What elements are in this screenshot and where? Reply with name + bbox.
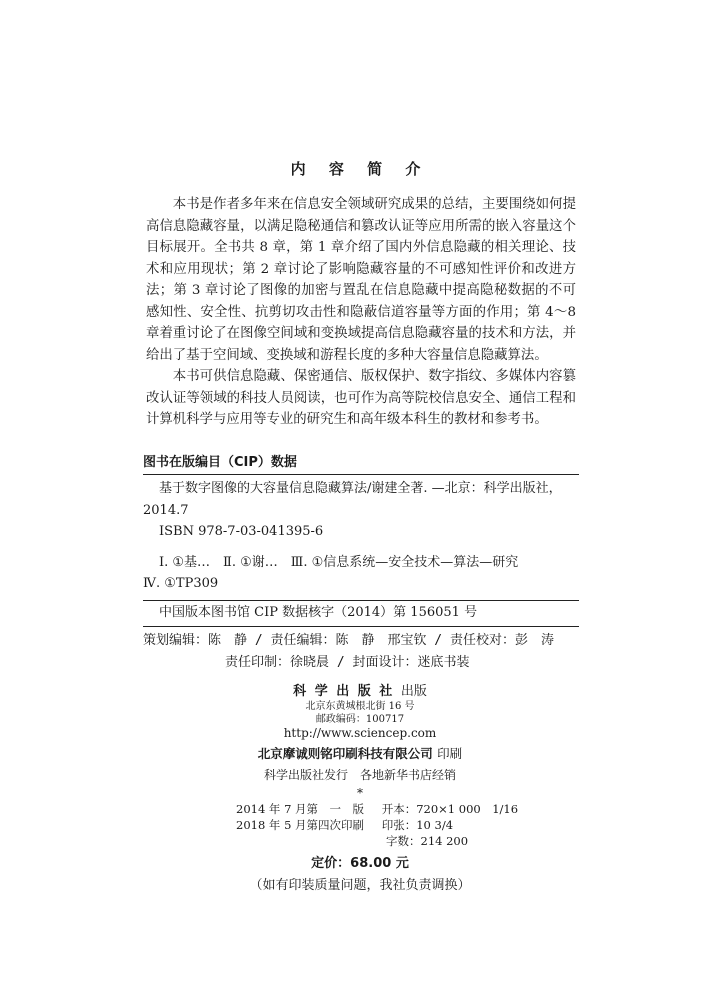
printer-suffix: 印刷 — [437, 746, 463, 761]
reprint: 2018 年 5 月第四次印刷 — [236, 818, 365, 832]
cip-divider — [143, 600, 579, 601]
page-title: 内 容 简 介 — [290, 160, 430, 178]
cip-data — [143, 478, 583, 595]
cip-entry-line-2: 2014.7 — [143, 502, 189, 518]
cip-record-block — [143, 602, 583, 624]
cip-record: 中国版本图书馆 CIP 数据核字（2014）第 156051 号 — [159, 605, 478, 620]
cip-header: 图书在版编目（CIP）数据 — [143, 451, 579, 475]
separator-star: * — [357, 786, 363, 800]
quality-notice: （如有印装质量问题，我社负责调换） — [249, 878, 471, 893]
edition-row-1 — [236, 801, 518, 817]
edition-info — [236, 801, 518, 849]
word-count: 字数：214 200 — [386, 834, 469, 848]
publisher-address: 北京东黄城根北街 16 号 — [305, 701, 415, 712]
printer — [0, 744, 720, 762]
cip-classification-line-2: Ⅳ. ①TP309 — [143, 576, 219, 591]
first-edition: 2014 年 7 月第 一 版 — [236, 802, 365, 816]
publisher-name — [0, 680, 720, 699]
cip-bottom-divider — [143, 626, 579, 627]
credits-line-1: 策划编辑：陈 静 / 责任编辑：陈 静 邢宝钦 / 责任校对：彭 涛 — [143, 633, 554, 648]
abstract-paragraph-1: 本书是作者多年来在信息安全领域研究成果的总结，主要围绕如何提高信息隐藏容量，以满足隐秘通信和篡改认证等应用所需的嵌入容量这个目标展开。全书共 8 章，第 1 章介绍了国内外信息隐藏的相关理论、技术和应用现状；第 2 章讨论了影响隐藏容量的不可感知性评价和改进方法；第 3 章讨论了图像的加密与置乱在信息隐藏中提高隐秘数据的不可感知性、安全性、抗剪切攻击性和隐蔽信道容量等方面的作用；第 4～8 章着重讨论了在图像空间域和变换域提高信息隐藏容量的技术和方法，并给出了基于空间域、变换域和游程长度的多种大容量信息隐藏算法。 — [146, 197, 576, 363]
publisher-name-text: 科 学 出 版 社 — [293, 684, 395, 699]
price: 定价：68.00 元 — [311, 856, 409, 871]
book-format: 开本：720×1 000 1/16 — [381, 802, 519, 816]
publisher-url: http://www.sciencep.com — [283, 726, 437, 740]
editorial-credits — [143, 630, 583, 674]
publisher-zip: 邮政编码：100717 — [315, 714, 405, 725]
distribution: 科学出版社发行 各地新华书店经销 — [263, 768, 456, 782]
printer-name: 北京摩诚则铭印刷科技有限公司 — [257, 746, 433, 761]
publisher-name-suffix: 出版 — [400, 684, 427, 699]
edition-row-2 — [236, 817, 518, 833]
cip-entry-line-1: 基于数字图像的大容量信息隐藏算法/谢建全著. —北京：科学出版社， — [159, 481, 562, 496]
cip-classification-line-1: Ⅰ. ①基… Ⅱ. ①谢… Ⅲ. ①信息系统—安全技术—算法—研究 — [159, 554, 519, 570]
abstract — [146, 194, 576, 431]
abstract-paragraph-2: 本书可供信息隐藏、保密通信、版权保护、数字指纹、多媒体内容篡改认证等领域的科技人员阅读，也可作为高等院校信息安全、通信工程和计算机科学与应用等专业的研究生和高年级本科生的教材和参考书。 — [146, 369, 576, 427]
printed-sheets: 印张：10 3/4 — [381, 818, 454, 832]
cip-isbn: ISBN 978-7-03-041395-6 — [159, 524, 324, 539]
credits-line-2: 责任印制：徐晓晨 / 封面设计：迷底书装 — [225, 655, 470, 670]
